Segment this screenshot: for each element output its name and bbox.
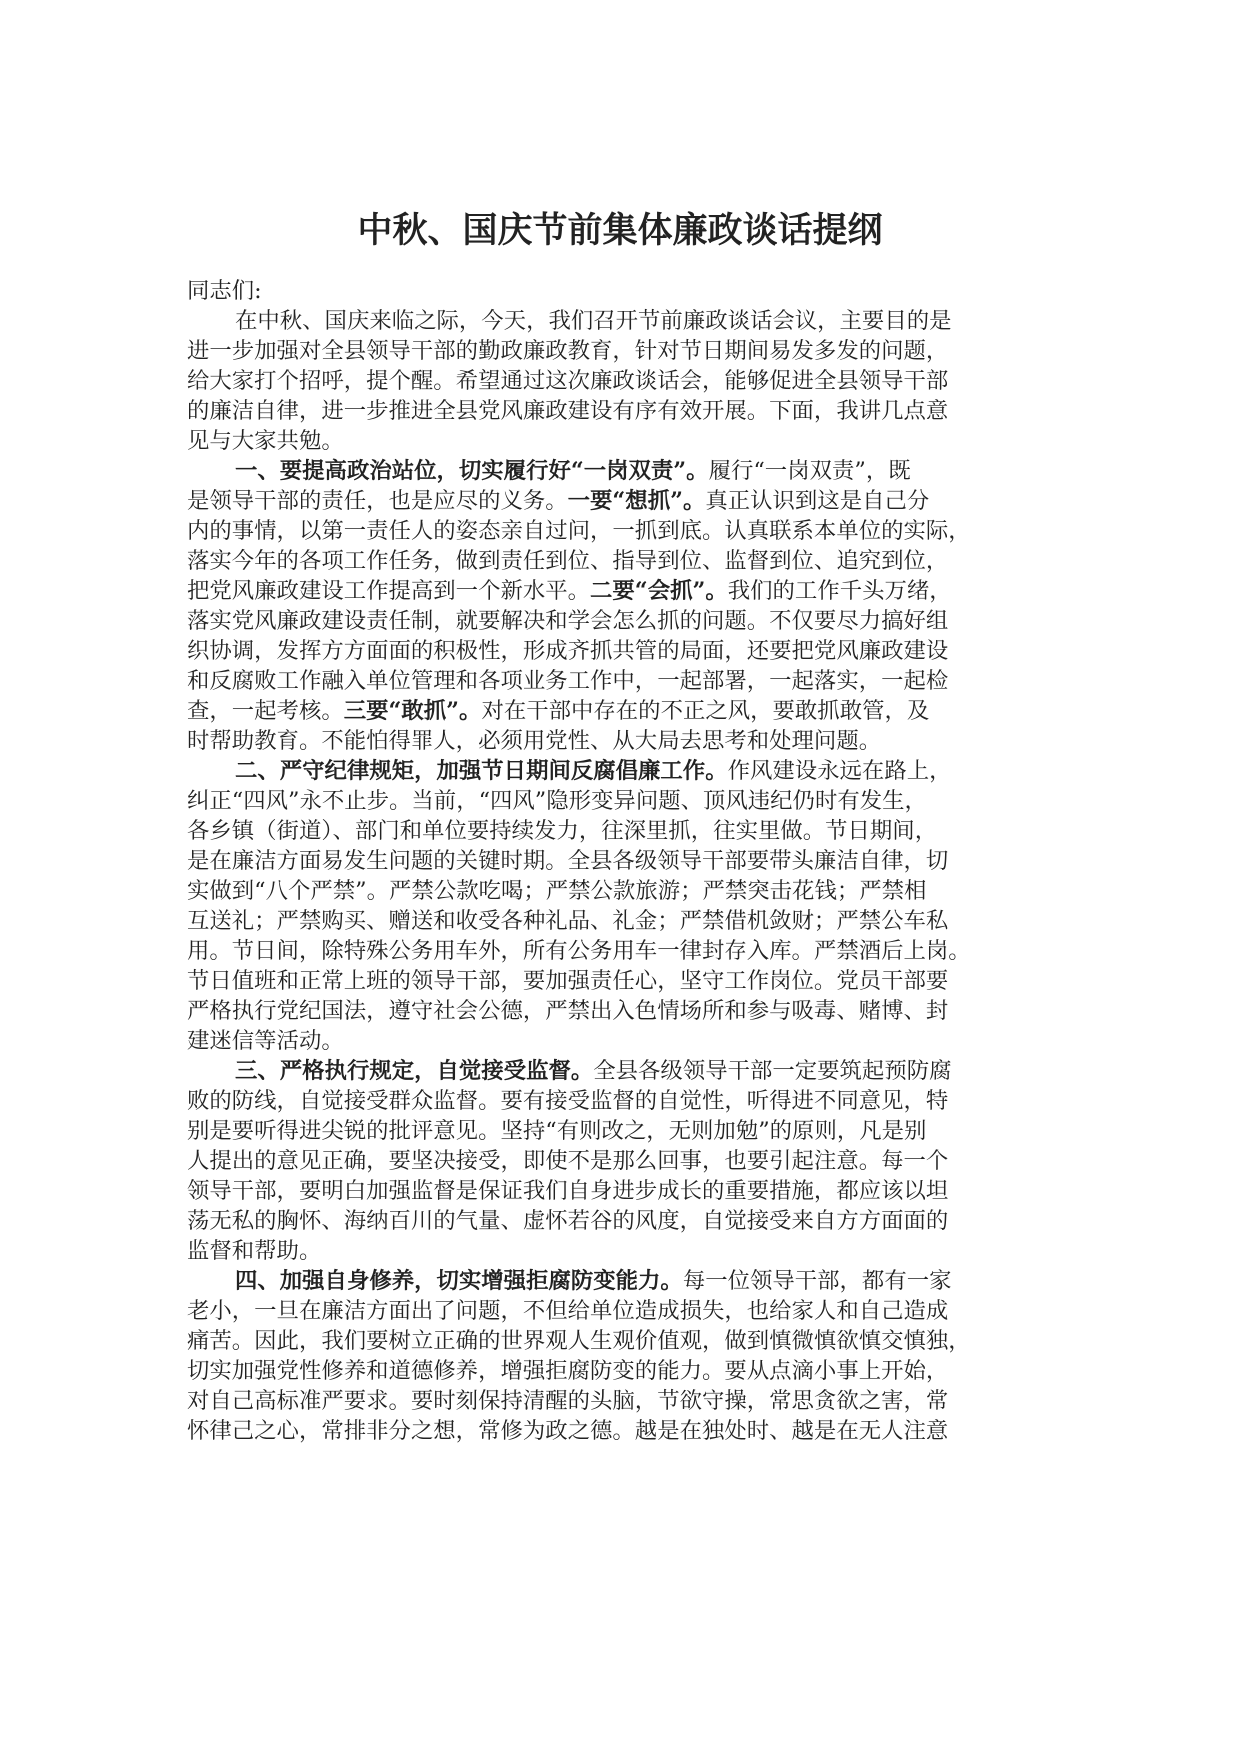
section-2-line: 各乡镇（街道）、部门和单位要持续发力，往深里抓，往实里做。节日期间，	[187, 818, 938, 844]
section-1-line: 落实今年的各项工作任务，做到责任到位、指导到位、监督到位、追究到位，	[187, 548, 949, 574]
section-3-line: 人提出的意见正确，要坚决接受，即使不是那么回事，也要引起注意。每一个	[187, 1148, 949, 1174]
intro-line: 的廉洁自律，进一步推进全县党风廉政建设有序有效开展。下面，我讲几点意	[187, 398, 949, 424]
section-1-text: 我们的工作千头万绪，	[727, 578, 952, 604]
intro-line: 进一步加强对全县领导干部的勤政廉政教育，针对节日期间易发多发的问题，	[187, 338, 949, 364]
section-3-line: 败的防线，自觉接受群众监督。要有接受监督的自觉性，听得进不同意见，特	[187, 1088, 949, 1114]
section-2-line	[187, 756, 1057, 786]
section-2-line: 建迷信等活动。	[187, 1028, 344, 1054]
section-3-line	[187, 1056, 1057, 1086]
section-4-line: 老小，一旦在廉洁方面出了问题，不但给单位造成损失，也给家人和自己造成	[187, 1298, 949, 1324]
section-4-heading: 四、加强自身修养，切实增强拒腐防变能力。	[235, 1268, 683, 1294]
intro-line: 给大家打个招呼，提个醒。希望通过这次廉政谈话会，能够促进全县领导干部	[187, 368, 949, 394]
section-1-subheading: 三要“敢抓”。	[343, 698, 482, 724]
section-1-subheading: 一要“想抓”。	[567, 488, 706, 514]
section-1-text: 履行“一岗双责”，既	[708, 458, 911, 484]
section-1-heading: 一、要提高政治站位，切实履行好“一岗双责”。	[235, 458, 709, 484]
section-1-text: 把党风廉政建设工作提高到一个新水平。	[187, 578, 591, 604]
section-3-line: 监督和帮助。	[187, 1238, 322, 1264]
section-2-line: 实做到“八个严禁”。严禁公款吃喝；严禁公款旅游；严禁突击花钱；严禁相	[187, 878, 927, 904]
section-3-line: 领导干部，要明白加强监督是保证我们自身进步成长的重要措施，都应该以坦	[187, 1178, 949, 1204]
section-4-line	[187, 1266, 1057, 1296]
section-2-line: 互送礼；严禁购买、赠送和收受各种礼品、礼金；严禁借机敛财；严禁公车私	[187, 908, 949, 934]
section-2-line: 是在廉洁方面易发生问题的关键时期。全县各级领导干部要带头廉洁自律，切	[187, 848, 949, 874]
section-2-text: 作风建设永远在路上，	[727, 758, 952, 784]
section-1-subheading: 二要“会抓”。	[590, 578, 728, 604]
section-1-line: 时帮助教育。不能怕得罪人，必须用党性、从大局去思考和处理问题。	[187, 728, 882, 754]
section-1-line: 内的事情，以第一责任人的姿态亲自过问，一抓到底。认真联系本单位的实际，	[187, 518, 971, 544]
section-1-line	[187, 576, 1057, 606]
section-2-line: 严格执行党纪国法，遵守社会公德，严禁出入色情场所和参与吸毒、赌博、封	[187, 998, 949, 1024]
section-1-line: 落实党风廉政建设责任制，就要解决和学会怎么抓的问题。不仅要尽力搞好组	[187, 608, 949, 634]
section-1-text: 是领导干部的责任，也是应尽的义务。	[187, 488, 568, 514]
section-2-line: 用。节日间，除特殊公务用车外，所有公务用车一律封存入库。严禁酒后上岗。	[187, 938, 971, 964]
section-4-line: 对自己高标准严要求。要时刻保持清醒的头脑，节欲守操，常思贪欲之害，常	[187, 1388, 949, 1414]
intro-line: 在中秋、国庆来临之际，今天，我们召开节前廉政谈话会议，主要目的是	[235, 308, 952, 334]
document-body	[187, 276, 1057, 1446]
section-3-text: 全县各级领导干部一定要筑起预防腐	[593, 1058, 952, 1084]
section-1-line	[187, 696, 1057, 726]
section-2-line: 节日值班和正常上班的领导干部，要加强责任心，坚守工作岗位。党员干部要	[187, 968, 949, 994]
section-3-line: 别是要听得进尖锐的批评意见。坚持“有则改之，无则加勉”的原则，凡是别	[187, 1118, 927, 1144]
section-2-line: 纠正“四风”永不止步。当前，“四风”隐形变异问题、顶风违纪仍时有发生，	[187, 788, 927, 814]
section-4-line: 怀律己之心，常排非分之想，常修为政之德。越是在独处时、越是在无人注意	[187, 1418, 949, 1444]
section-1-line: 和反腐败工作融入单位管理和各项业务工作中，一起部署，一起落实，一起检	[187, 668, 949, 694]
section-4-text: 每一位领导干部，都有一家	[682, 1268, 952, 1294]
section-1-text: 查，一起考核。	[187, 698, 344, 724]
section-3-heading: 三、严格执行规定，自觉接受监督。	[235, 1058, 594, 1084]
section-3-line: 荡无私的胸怀、海纳百川的气量、虚怀若谷的风度，自觉接受来自方方面面的	[187, 1208, 949, 1234]
section-1-text: 对在干部中存在的不正之风，要敢抓敢管，及	[481, 698, 930, 724]
section-1-text: 真正认识到这是自己分	[705, 488, 930, 514]
section-4-line: 切实加强党性修养和道德修养，增强拒腐防变的能力。要从点滴小事上开始，	[187, 1358, 949, 1384]
intro-line: 见与大家共勉。	[187, 428, 344, 454]
section-2-heading: 二、严守纪律规矩，加强节日期间反腐倡廉工作。	[235, 758, 728, 784]
document-title: 中秋、国庆节前集体廉政谈话提纲	[357, 210, 883, 251]
section-1-line: 织协调，发挥方方面面的积极性，形成齐抓共管的局面，还要把党风廉政建设	[187, 638, 949, 664]
salutation: 同志们:	[187, 278, 262, 304]
section-1-line	[187, 456, 1057, 486]
section-1-line	[187, 486, 1057, 516]
section-4-line: 痛苦。因此，我们要树立正确的世界观人生观价值观，做到慎微慎欲慎交慎独，	[187, 1328, 971, 1354]
